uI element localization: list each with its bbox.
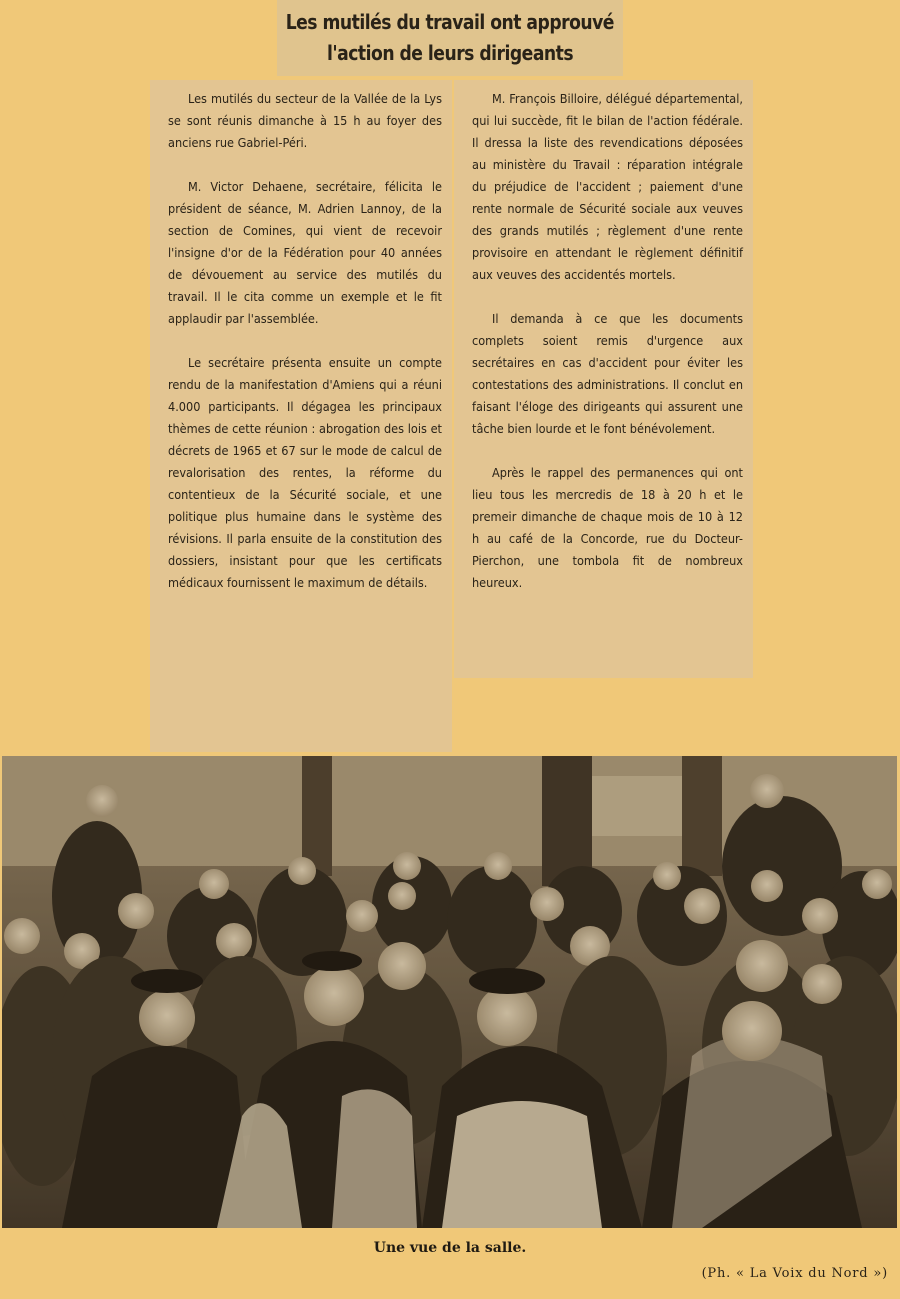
paragraph: Après le rappel des permanences qui ont lieu tous les mercredis de 18 à 20 h et le premeir dimanche de chaque mois de 10 à 12 h au café de la Concorde, rue du Docteur-Pierchon, une tombola fit de nombreux heureux. xyxy=(472,465,743,590)
headline-line-2: l'action de leurs dirigeants xyxy=(326,41,574,65)
headline-line-1: Les mutilés du travail ont approuvé xyxy=(285,10,615,34)
paragraph: Les mutilés du secteur de la Vallée de la Lys se sont réunis dimanche à 15 h au foyer des anciens rue Gabriel-Péri. xyxy=(168,91,442,150)
photo-caption: Une vue de la salle. xyxy=(373,1240,527,1256)
paragraph: M. François Billoire, délégué départemental, qui lui succède, fit le bilan de l'action fédérale. Il dressa la liste des revendications déposées au ministère du Travail : réparation intégrale du préjudice de l'accident ; paiement d'une rente normale de Sécurité sociale aux veuves des grands mutilés ; règlement d'une rente provisoire en attendant le règlement définitif aux veuves des accidentés mortels. xyxy=(472,91,743,282)
article-headline xyxy=(277,0,623,76)
photo-credit: (Ph. « La Voix du Nord ») xyxy=(701,1266,888,1281)
meeting-hall-photo xyxy=(2,756,897,1228)
crowd-photo-illustration xyxy=(2,756,897,1228)
article-column-right xyxy=(454,80,753,678)
paragraph: Il demanda à ce que les documents complets soient remis d'urgence aux secrétaires en cas d'accident pour éviter les contestations des administrations. Il conclut en faisant l'éloge des dirigeants qui assurent une tâche bien lourde et le font bénévolement. xyxy=(472,311,743,436)
article-column-left xyxy=(150,80,452,752)
paragraph: M. Victor Dehaene, secrétaire, félicita le président de séance, M. Adrien Lannoy, de la section de Comines, qui vient de recevoir l'insigne d'or de la Fédération pour 40 années de dévouement au service des mutilés du travail. Il le cita comme un exemple et le fit applaudir par l'assemblée. xyxy=(168,179,442,326)
paragraph: Le secrétaire présenta ensuite un compte rendu de la manifestation d'Amiens qui a réuni 4.000 participants. Il dégagea les principaux thèmes de cette réunion : abrogation des lois et décrets de 1965 et 67 sur le mode de calcul de revalorisation des rentes, la réforme du contentieux de la Sécurité sociale, et une politique plus humaine dans le système des révisions. Il parla ensuite de la constitution des dossiers, insistant pour que les certificats médicaux fournissent le maximum de détails. xyxy=(168,355,442,590)
